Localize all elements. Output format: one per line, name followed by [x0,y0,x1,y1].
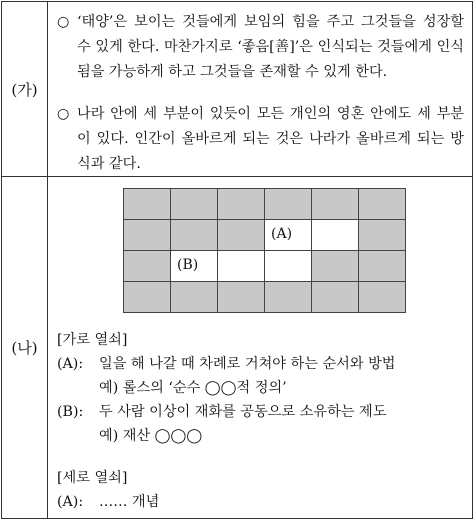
clue-example: 예) 재산 ◯◯◯ [99,428,203,444]
row-ga [2,2,472,177]
clue-example: 예) 롤스의 ‘순수 ◯◯적 정의’ [99,380,287,396]
grid-cell [265,220,312,251]
grid-row [124,189,406,220]
grid-cell [359,282,406,313]
grid-cell [124,251,171,282]
row-label-na: (나) [2,176,48,518]
down-clues [57,466,466,514]
grid-cell [124,189,171,220]
clue-across-a [57,352,466,376]
grid-cell [171,282,218,313]
grid-cell [218,189,265,220]
grid-cell [171,220,218,251]
grid-cell [312,251,359,282]
bullet-item [57,10,464,85]
grid-cell [359,220,406,251]
grid-cell-label: (A) [271,226,293,242]
grid-cell [265,282,312,313]
clue-text: …… 개념 [99,494,160,510]
grid-cell [312,282,359,313]
crossword-grid [123,188,406,313]
across-heading: [가로 열쇠] [57,332,128,348]
question-table [1,1,473,519]
grid-cell [171,189,218,220]
grid-cell [124,220,171,251]
down-heading: [세로 열쇠] [57,470,128,486]
clue-key: (A): [57,494,84,510]
bullet-text: 나라 안에 세 부분이 있듯이 모든 개인의 영혼 안에도 세 부분이 있다. 인간이 올바르게 되는 것은 나라가 올바르게 되는 방식과 같다. [77,106,464,172]
grid-cell [218,282,265,313]
grid-cell [171,251,218,282]
grid-cell-label: (B) [177,257,199,273]
grid-cell [124,282,171,313]
clue-key: (A): [57,356,84,372]
clue-text: 일을 해 나갈 때 차례로 거쳐야 하는 순서와 방법 [99,356,396,372]
grid-cell [265,189,312,220]
row-na-content [47,176,472,518]
clue-across-b [57,400,466,424]
grid-cell [359,189,406,220]
clue-text: 두 사람 이상이 재화를 공동으로 소유하는 제도 [99,404,387,420]
circle-bullet-icon: ○ [57,106,70,122]
clue-down-a [57,490,466,514]
clue-key: (B): [57,404,84,420]
row-label-ga: (가) [2,2,48,176]
grid-cell [312,220,359,251]
grid-cell [218,220,265,251]
grid-row [124,251,406,282]
grid-row [124,220,406,251]
row-ga-content [47,2,472,176]
grid-row [124,282,406,313]
across-clues [57,328,466,448]
row-na [2,176,472,518]
grid-cell [218,251,265,282]
bullet-item [57,102,464,177]
grid-cell [265,251,312,282]
grid-cell [359,251,406,282]
grid-cell [312,189,359,220]
circle-bullet-icon: ○ [57,14,70,30]
bullet-text: ‘태양’은 보이는 것들에게 보임의 힘을 주고 그것들을 성장할 수 있게 한다. 마찬가지로 ‘좋음[善]’은 인식되는 것들에게 인식됨을 가능하게 하고 그것들을 존재할 수 있게 한다. [77,14,464,80]
